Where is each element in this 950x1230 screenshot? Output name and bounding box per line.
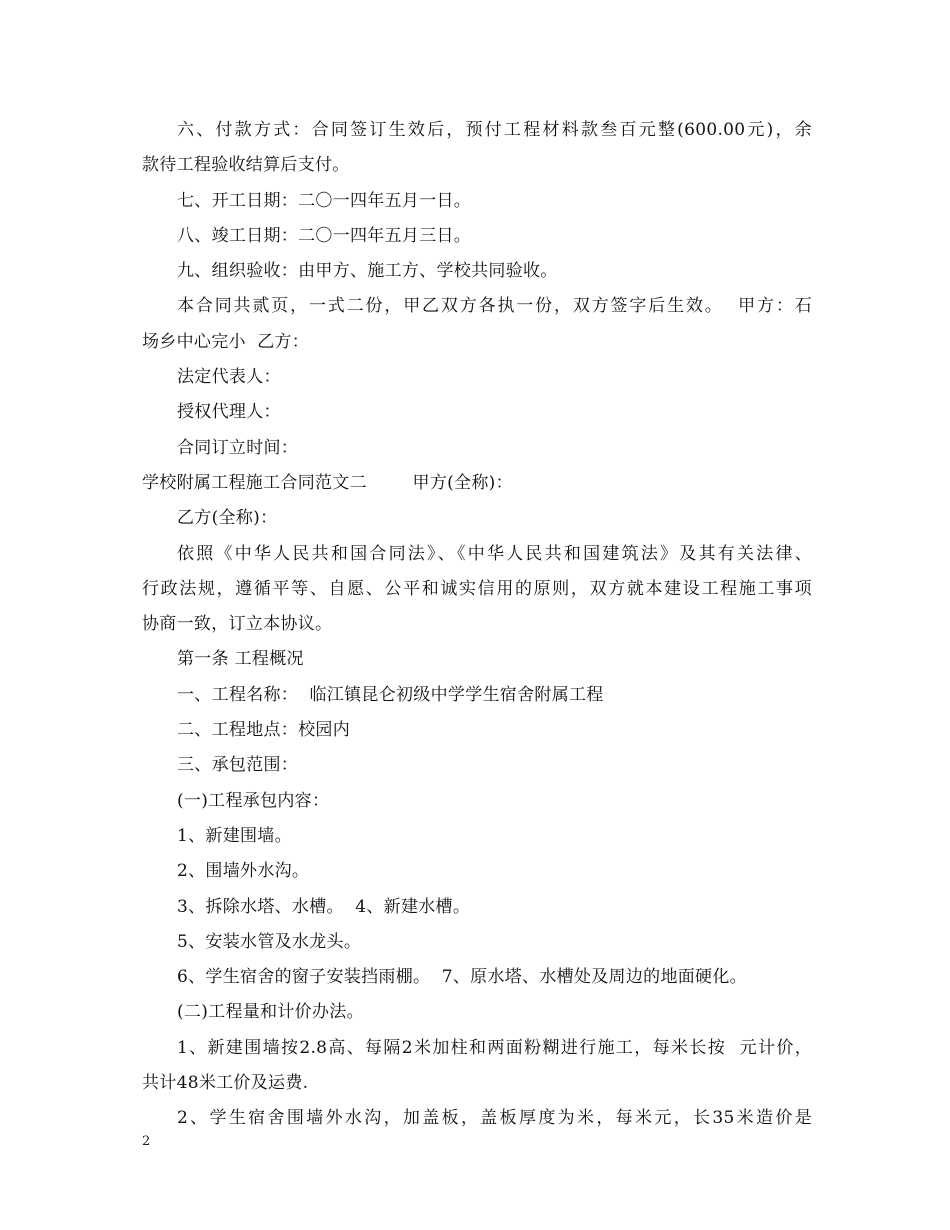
text-line: 乙方(全称)： <box>177 508 278 529</box>
text-line: 合同订立时间： <box>177 437 299 458</box>
text-line: 本合同共贰页，一式二份，甲乙双方各执一份，双方签字后生效。 甲方：石 <box>177 296 812 317</box>
page-number: 2 <box>142 1134 151 1149</box>
article-heading: 第一条 工程概况 <box>177 649 304 670</box>
list-item: 5、安装水管及水龙头。 <box>177 931 362 952</box>
text-line: 九、组织验收：由甲方、施工方、学校共同验收。 <box>177 261 558 282</box>
text-line: 一、工程名称： 临江镇昆仑初级中学学生宿舍附属工程 <box>177 684 604 705</box>
text-line: 1、新建围墙按2.8高、每隔2米加柱和两面粉糊进行施工，每米长按 元计价， <box>177 1037 812 1058</box>
text-line: 六、付款方式：合同签订生效后，预付工程材料款叁百元整(600.00元)，余 <box>177 120 812 140</box>
list-item: 2、围墙外水沟。 <box>177 861 310 882</box>
list-item: 3、拆除水塔、水槽。 4、新建水槽。 <box>177 896 471 917</box>
text-line: (二)工程量和计价办法。 <box>177 1002 364 1023</box>
text-line: 协商一致，订立本协议。 <box>142 614 333 635</box>
text-line: 法定代表人： <box>177 367 281 388</box>
text-line: (一)工程承包内容： <box>177 790 330 811</box>
text-line: 二、工程地点：校园内 <box>177 720 350 741</box>
list-item: 1、新建围墙。 <box>177 825 292 846</box>
text-line: 场乡中心完小 乙方： <box>142 331 310 352</box>
list-item: 6、学生宿舍的窗子安装挡雨棚。 7、原水塔、水槽处及周边的地面硬化。 <box>177 967 747 988</box>
text-line: 行政法规，遵循平等、自愿、公平和诚实信用的原则，双方就本建设工程施工事项 <box>142 578 812 599</box>
text-line: 2、学生宿舍围墙外水沟，加盖板，盖板厚度为米，每米元，长35米造价是 <box>177 1108 812 1129</box>
text-line: 款待工程验收结算后支付。 <box>142 155 350 176</box>
text-line: 共计48米工价及运费. <box>142 1073 309 1094</box>
text-line: 依照《中华人民共和国合同法》、《中华人民共和国建筑法》及其有关法律、 <box>177 543 812 564</box>
text-line: 七、开工日期：二〇一四年五月一日。 <box>177 190 472 211</box>
document-body <box>142 113 812 1137</box>
section-heading-line: 学校附属工程施工合同范文二 甲方(全称)： <box>142 472 513 493</box>
text-line: 三、承包范围： <box>177 755 299 776</box>
text-line: 授权代理人： <box>177 402 281 423</box>
text-line: 八、竣工日期：二〇一四年五月三日。 <box>177 225 472 246</box>
